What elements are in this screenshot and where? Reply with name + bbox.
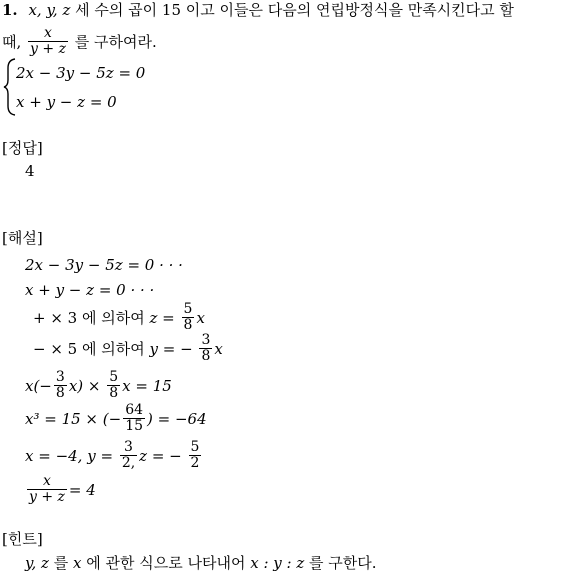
problem-number: 1.: [2, 1, 18, 19]
solution-step4: [33, 332, 223, 365]
problem-line2-suffix: 를 구하여라.: [74, 33, 157, 52]
step5-frac1-num: 3: [55, 369, 65, 385]
step4-lhs: y = −: [149, 340, 193, 359]
step7-pre: x = −4, y =: [25, 447, 114, 466]
step5-frac1-den: 8: [55, 384, 65, 401]
step6-frac-num: 64: [125, 402, 144, 418]
problem-statement: [2, 3, 514, 18]
problem-line2-prefix: 때,: [2, 33, 22, 52]
step4-fraction: [199, 333, 212, 363]
step6-pre: x³ = 15 × (−: [25, 410, 122, 429]
step4-var: x: [214, 340, 223, 359]
hint-text: [25, 556, 377, 571]
step8-fraction: [27, 474, 67, 504]
step3-frac-den: 8: [183, 316, 193, 333]
step5-frac2-num: 5: [109, 369, 119, 385]
problem-text-line1: 세 수의 곱이 15 이고 이들은 다음의 연립방정식을 만족시킨다고 할: [75, 1, 514, 19]
problem-fraction-den: y + z: [30, 40, 66, 57]
hint-text-a: 를: [53, 554, 69, 572]
step6-fraction: [123, 403, 145, 433]
hint-header: [힌트]: [2, 530, 43, 548]
answer-value: 4: [25, 162, 35, 180]
answer-header: [정답]: [2, 139, 43, 157]
solution-step8: [25, 473, 96, 506]
step3-ops: + × 3 에 의하여: [33, 309, 145, 328]
hint-text-b: 에 관한 식으로 나타내어: [86, 554, 246, 572]
step8-frac-den: y + z: [29, 488, 65, 505]
problem-fraction-num: x: [28, 26, 68, 42]
step4-frac-den: 8: [201, 347, 211, 364]
step6-post: ) = −64: [147, 410, 207, 429]
step5-fraction1: [54, 370, 67, 400]
step8-frac-num: x: [27, 474, 67, 490]
hint-ratio: x : y : z: [250, 554, 305, 572]
step5-mid: x) ×: [68, 377, 101, 396]
step3-frac-num: 5: [183, 301, 193, 317]
step4-ops: − × 5 에 의하여: [33, 340, 145, 359]
step6-frac-den: 15: [125, 417, 144, 434]
step5-pre: x(−: [25, 377, 52, 396]
step3-lhs: z =: [149, 309, 175, 328]
solution-step6: [25, 402, 207, 435]
step7-frac2-num: 5: [190, 439, 200, 455]
step5-post: x = 15: [122, 377, 172, 396]
solution-step7: [25, 439, 203, 472]
step7-fraction1: [120, 440, 137, 470]
step5-frac2-den: 8: [109, 384, 119, 401]
hint-text-c: 를 구한다.: [309, 554, 377, 572]
hint-x: x: [72, 554, 82, 572]
step7-mid: z = −: [139, 447, 182, 466]
step7-frac1-den: 2,: [121, 454, 136, 471]
solution-step1: 2x − 3y − 5z = 0 · · ·: [25, 256, 183, 274]
solution-step2: x + y − z = 0 · · ·: [25, 281, 155, 299]
solution-header: [해설]: [2, 229, 43, 247]
problem-fraction: [28, 26, 68, 56]
step3-var: x: [196, 309, 205, 328]
step5-fraction2: [107, 370, 120, 400]
step7-frac2-den: 2: [190, 454, 200, 471]
equation-1: 2x − 3y − 5z = 0: [16, 64, 146, 82]
step7-frac1-num: 3: [120, 440, 137, 456]
problem-variables: x, y, z: [28, 1, 71, 19]
equation-2: x + y − z = 0: [16, 93, 117, 111]
step7-fraction2: [189, 440, 202, 470]
system-brace: [3, 58, 17, 116]
solution-step3: [33, 301, 205, 334]
step3-fraction: [182, 302, 195, 332]
problem-line2: [2, 25, 157, 58]
step4-frac-num: 3: [201, 332, 211, 348]
hint-vars: y, z: [25, 554, 49, 572]
step8-post: = 4: [68, 481, 96, 500]
solution-step5: [25, 369, 172, 402]
